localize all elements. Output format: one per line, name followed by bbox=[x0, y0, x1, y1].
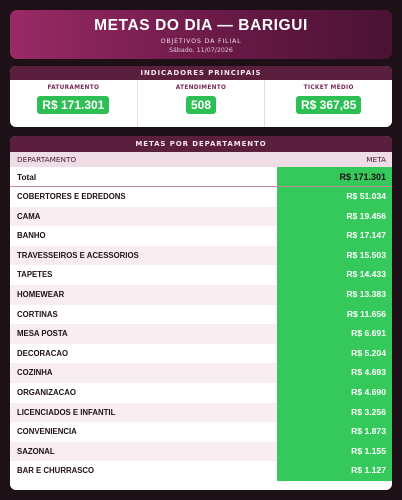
row-goal: R$ 1.127 bbox=[277, 461, 392, 481]
column-header-department: DEPARTAMENTO bbox=[17, 155, 77, 164]
kpi-label: FATURAMENTO bbox=[47, 85, 100, 91]
table-row bbox=[10, 207, 392, 227]
table-row bbox=[10, 187, 392, 207]
row-department: BAR E CHURRASCO bbox=[17, 466, 95, 476]
table-row bbox=[10, 246, 392, 266]
table-row bbox=[10, 305, 392, 325]
row-goal: R$ 4.690 bbox=[277, 383, 392, 403]
page-subtitle: OBJETIVOS DA FILIAL bbox=[160, 38, 242, 45]
row-goal: R$ 171.301 bbox=[277, 167, 392, 186]
table-row bbox=[10, 383, 392, 403]
kpi-row bbox=[10, 80, 392, 127]
row-goal: R$ 11.656 bbox=[277, 305, 392, 325]
table-row bbox=[10, 442, 392, 462]
row-department: LICENCIADOS E INFANTIL bbox=[17, 407, 116, 417]
row-goal: R$ 3.256 bbox=[277, 403, 392, 423]
table-row bbox=[10, 403, 392, 423]
goals-table-body bbox=[10, 187, 392, 481]
row-goal: R$ 14.433 bbox=[277, 265, 392, 285]
goals-section-title: METAS POR DEPARTAMENTO bbox=[10, 136, 392, 152]
kpi-card bbox=[10, 66, 392, 127]
table-row bbox=[10, 324, 392, 344]
row-department: Total bbox=[17, 172, 37, 182]
table-row bbox=[10, 461, 392, 481]
row-goal: R$ 1.155 bbox=[277, 442, 392, 462]
row-goal: R$ 5.204 bbox=[277, 344, 392, 364]
row-goal: R$ 13.383 bbox=[277, 285, 392, 305]
table-row bbox=[10, 422, 392, 442]
goals-card bbox=[10, 136, 392, 490]
row-department: COBERTORES E EDREDONS bbox=[17, 192, 126, 201]
table-row bbox=[10, 285, 392, 305]
page-title: METAS DO DIA — BARIGUI bbox=[94, 17, 308, 34]
row-department: CAMA bbox=[17, 211, 41, 221]
kpi-revenue bbox=[10, 80, 138, 127]
kpi-value: 508 bbox=[186, 96, 216, 114]
row-department: BANHO bbox=[17, 231, 46, 241]
goals-table-header bbox=[10, 152, 392, 167]
row-goal: R$ 4.693 bbox=[277, 363, 392, 383]
table-row bbox=[10, 265, 392, 285]
row-goal: R$ 6.691 bbox=[277, 324, 392, 344]
row-department: DECORACAO bbox=[17, 348, 69, 358]
row-goal: R$ 1.873 bbox=[277, 422, 392, 442]
kpi-average-ticket bbox=[265, 80, 392, 127]
row-department: CONVENIENCIA bbox=[17, 427, 77, 437]
row-goal: R$ 51.034 bbox=[277, 187, 392, 207]
row-goal: R$ 17.147 bbox=[277, 226, 392, 246]
row-department: CORTINAS bbox=[17, 309, 58, 319]
row-department: ORGANIZACAO bbox=[17, 387, 76, 397]
row-goal: R$ 15.503 bbox=[277, 246, 392, 266]
page-header bbox=[10, 10, 392, 59]
kpi-service bbox=[138, 80, 266, 127]
kpi-label: TICKET MÉDIO bbox=[303, 85, 354, 91]
column-header-goal: META bbox=[366, 155, 386, 164]
kpi-label: ATENDIMENTO bbox=[175, 85, 227, 91]
table-row bbox=[10, 363, 392, 383]
page-date: Sábado, 11/07/2026 bbox=[169, 47, 233, 54]
table-row bbox=[10, 226, 392, 246]
kpi-section-title: INDICADORES PRINCIPAIS bbox=[10, 66, 392, 80]
row-department: MESA POSTA bbox=[17, 329, 68, 339]
row-department: TRAVESSEIROS E ACESSORIOS bbox=[17, 250, 139, 260]
row-department: COZINHA bbox=[17, 368, 53, 378]
row-department: HOMEWEAR bbox=[17, 289, 65, 299]
table-row bbox=[10, 344, 392, 364]
table-row-total bbox=[10, 167, 392, 187]
row-department: SAZONAL bbox=[17, 446, 55, 456]
kpi-value: R$ 367,85 bbox=[296, 96, 361, 114]
row-goal: R$ 19.456 bbox=[277, 207, 392, 227]
row-department: TAPETES bbox=[17, 270, 53, 280]
kpi-value: R$ 171.301 bbox=[37, 96, 109, 114]
